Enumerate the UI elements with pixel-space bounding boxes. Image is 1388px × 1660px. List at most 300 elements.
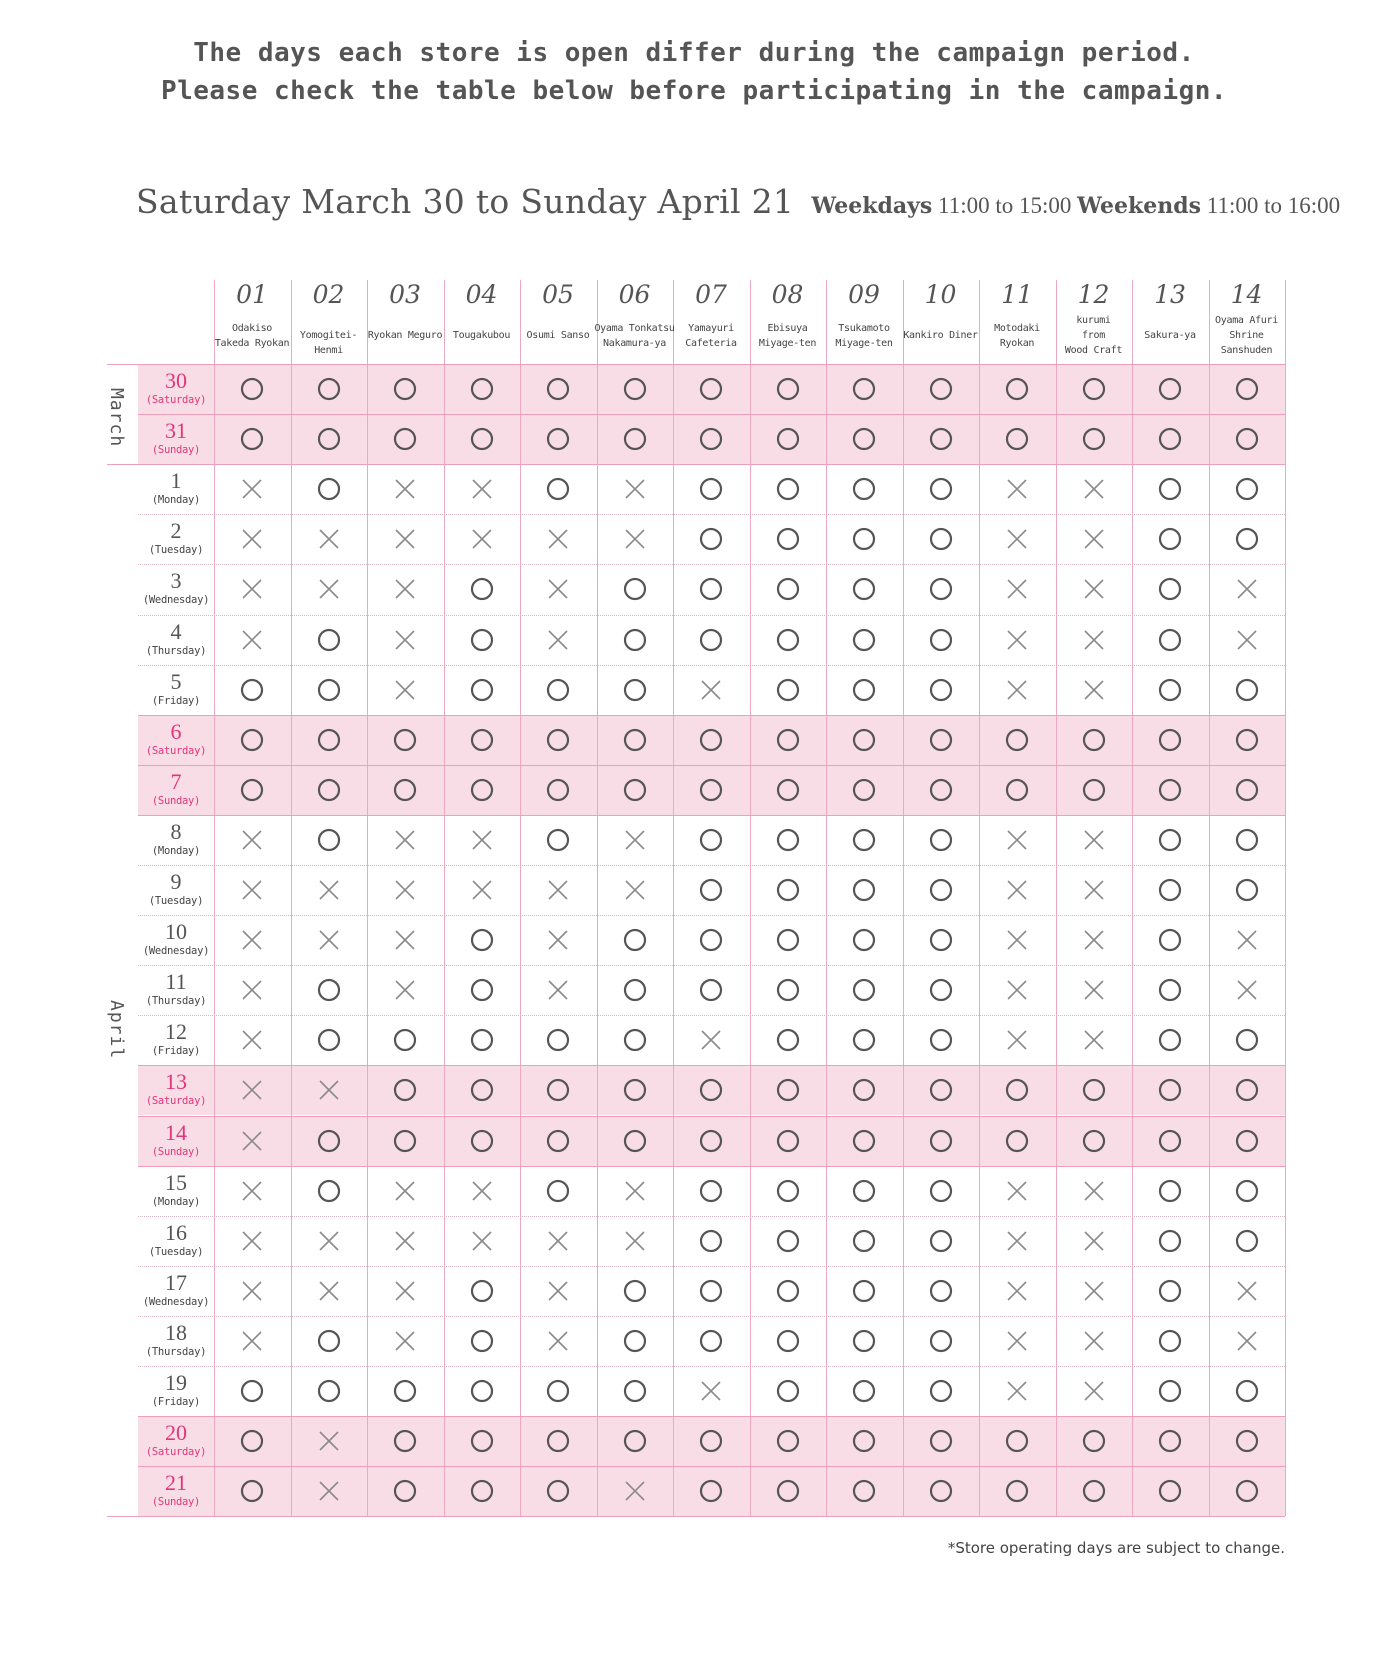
closed-mark-icon xyxy=(317,1479,341,1503)
open-mark-icon xyxy=(776,1129,800,1153)
date-number: 9 xyxy=(170,869,182,894)
date-cell xyxy=(138,1121,214,1159)
open-mark-icon xyxy=(776,1078,800,1102)
open-mark-icon xyxy=(470,678,494,702)
open-mark-icon xyxy=(470,427,494,451)
date-number: 7 xyxy=(170,768,182,794)
open-mark-icon xyxy=(852,778,876,802)
open-mark-icon xyxy=(929,1329,953,1353)
store-name-line: Yamayuri xyxy=(688,322,734,334)
closed-mark-icon xyxy=(546,878,570,902)
open-mark-icon xyxy=(699,427,723,451)
open-mark-icon xyxy=(317,628,341,652)
closed-mark-icon xyxy=(623,1179,647,1203)
open-mark-icon xyxy=(1235,1379,1259,1403)
open-mark-icon xyxy=(1235,527,1259,551)
open-mark-icon xyxy=(393,377,417,401)
closed-mark-icon xyxy=(1235,628,1259,652)
open-mark-icon xyxy=(929,1229,953,1253)
closed-mark-icon xyxy=(317,577,341,601)
store-header xyxy=(367,280,443,341)
weekdays-hours: 11:00 to 15:00 xyxy=(938,193,1072,218)
open-mark-icon xyxy=(240,678,264,702)
store-header xyxy=(673,280,749,349)
open-mark-icon xyxy=(852,1479,876,1503)
open-mark-icon xyxy=(929,628,953,652)
column-divider xyxy=(444,280,445,1516)
closed-mark-icon xyxy=(240,628,264,652)
store-name-line: Ryokan xyxy=(999,337,1035,349)
date-cell xyxy=(138,1371,214,1409)
row-divider xyxy=(107,364,1285,365)
closed-mark-icon xyxy=(623,477,647,501)
row-divider xyxy=(138,915,1285,916)
store-name-line: Yomogitei-Henmi xyxy=(299,330,358,356)
intro-text xyxy=(0,34,1388,110)
open-mark-icon xyxy=(546,1379,570,1403)
store-number: 10 xyxy=(924,280,957,309)
closed-mark-icon xyxy=(393,1279,417,1303)
open-mark-icon xyxy=(929,1028,953,1052)
row-divider xyxy=(138,1266,1285,1267)
row-divider xyxy=(138,414,1285,415)
open-mark-icon xyxy=(776,878,800,902)
date-number: 3 xyxy=(170,568,182,594)
closed-mark-icon xyxy=(240,1129,264,1153)
closed-mark-icon xyxy=(699,678,723,702)
closed-mark-icon xyxy=(240,928,264,952)
store-name-line: Ebisuya xyxy=(767,322,808,334)
open-mark-icon xyxy=(1005,377,1029,401)
open-mark-icon xyxy=(929,828,953,852)
open-mark-icon xyxy=(699,1329,723,1353)
closed-mark-icon xyxy=(1235,577,1259,601)
open-mark-icon xyxy=(1082,427,1106,451)
store-header xyxy=(594,280,675,349)
closed-mark-icon xyxy=(1082,1179,1106,1203)
open-mark-icon xyxy=(470,778,494,802)
open-mark-icon xyxy=(699,1229,723,1253)
open-mark-icon xyxy=(1082,1479,1106,1503)
row-divider xyxy=(138,815,1285,816)
store-name xyxy=(363,328,447,343)
store-name-line: Motodaki xyxy=(994,322,1040,334)
date-number: 31 xyxy=(165,418,187,444)
date-number: 5 xyxy=(170,668,182,694)
store-name xyxy=(516,328,600,343)
open-mark-icon xyxy=(776,778,800,802)
open-mark-icon xyxy=(929,1129,953,1153)
weekdays-label: Weekdays xyxy=(811,193,933,219)
open-mark-icon xyxy=(546,1179,570,1203)
closed-mark-icon xyxy=(393,628,417,652)
open-mark-icon xyxy=(929,377,953,401)
open-mark-icon xyxy=(929,427,953,451)
store-header xyxy=(826,280,902,349)
open-mark-icon xyxy=(699,1279,723,1303)
row-divider xyxy=(138,1316,1285,1317)
column-divider xyxy=(673,280,674,1516)
date-cell xyxy=(138,1471,214,1509)
closed-mark-icon xyxy=(699,1028,723,1052)
open-mark-icon xyxy=(852,1028,876,1052)
row-divider xyxy=(138,1366,1285,1367)
open-mark-icon xyxy=(393,778,417,802)
open-mark-icon xyxy=(1235,1129,1259,1153)
hours-info xyxy=(811,193,1340,218)
open-mark-icon xyxy=(393,728,417,752)
open-mark-icon xyxy=(699,828,723,852)
open-mark-icon xyxy=(1005,427,1029,451)
open-mark-icon xyxy=(1005,1429,1029,1453)
day-of-week: (Monday) xyxy=(151,1195,201,1208)
campaign-period xyxy=(136,182,1340,221)
date-cell xyxy=(138,1070,214,1108)
open-mark-icon xyxy=(393,1379,417,1403)
open-mark-icon xyxy=(623,1129,647,1153)
row-divider xyxy=(138,564,1285,565)
closed-mark-icon xyxy=(623,828,647,852)
day-of-week: (Sunday) xyxy=(151,794,201,807)
open-mark-icon xyxy=(470,978,494,1002)
open-mark-icon xyxy=(1235,878,1259,902)
date-cell xyxy=(138,770,214,808)
date-cell xyxy=(138,1020,214,1058)
open-mark-icon xyxy=(546,778,570,802)
open-mark-icon xyxy=(852,477,876,501)
store-number: 06 xyxy=(618,280,651,309)
closed-mark-icon xyxy=(393,1329,417,1353)
open-mark-icon xyxy=(317,1179,341,1203)
closed-mark-icon xyxy=(1005,628,1029,652)
open-mark-icon xyxy=(699,1479,723,1503)
open-mark-icon xyxy=(470,377,494,401)
open-mark-icon xyxy=(317,377,341,401)
store-name xyxy=(1128,328,1212,343)
open-mark-icon xyxy=(470,928,494,952)
open-mark-icon xyxy=(776,628,800,652)
closed-mark-icon xyxy=(317,1229,341,1253)
closed-mark-icon xyxy=(1082,1329,1106,1353)
open-mark-icon xyxy=(852,1279,876,1303)
open-mark-icon xyxy=(852,728,876,752)
open-mark-icon xyxy=(1158,527,1182,551)
closed-mark-icon xyxy=(1082,878,1106,902)
open-mark-icon xyxy=(776,477,800,501)
day-of-week: (Saturday) xyxy=(145,394,207,406)
open-mark-icon xyxy=(240,1379,264,1403)
date-cell xyxy=(138,1321,214,1359)
store-number: 03 xyxy=(389,280,421,309)
open-mark-icon xyxy=(699,477,723,501)
open-mark-icon xyxy=(470,1279,494,1303)
open-mark-icon xyxy=(1158,878,1182,902)
open-mark-icon xyxy=(776,1279,800,1303)
date-cell xyxy=(138,519,214,557)
open-mark-icon xyxy=(1082,1129,1106,1153)
day-of-week: (Sunday) xyxy=(151,1496,201,1509)
open-mark-icon xyxy=(317,477,341,501)
open-mark-icon xyxy=(623,427,647,451)
open-mark-icon xyxy=(776,828,800,852)
store-header xyxy=(979,280,1055,349)
store-header xyxy=(1056,280,1132,356)
closed-mark-icon xyxy=(470,828,494,852)
closed-mark-icon xyxy=(546,1329,570,1353)
open-mark-icon xyxy=(929,728,953,752)
day-of-week: (Friday) xyxy=(151,694,201,707)
open-mark-icon xyxy=(776,1429,800,1453)
store-name xyxy=(746,321,830,351)
open-mark-icon xyxy=(317,427,341,451)
closed-mark-icon xyxy=(1082,678,1106,702)
closed-mark-icon xyxy=(1005,477,1029,501)
row-divider xyxy=(138,1216,1285,1217)
open-mark-icon xyxy=(1158,1429,1182,1453)
day-of-week: (Thursday) xyxy=(145,995,207,1008)
open-mark-icon xyxy=(929,1078,953,1102)
open-mark-icon xyxy=(470,1479,494,1503)
store-name-line: Osumi Sanso xyxy=(526,330,590,341)
intro-line-2: Please check the table below before participating in the campaign. xyxy=(160,76,1228,106)
open-mark-icon xyxy=(852,1179,876,1203)
open-mark-icon xyxy=(699,978,723,1002)
open-mark-icon xyxy=(1158,1129,1182,1153)
date-number: 6 xyxy=(170,718,182,744)
closed-mark-icon xyxy=(393,1179,417,1203)
open-mark-icon xyxy=(1235,1429,1259,1453)
open-mark-icon xyxy=(623,1429,647,1453)
open-mark-icon xyxy=(699,1179,723,1203)
row-divider xyxy=(138,514,1285,515)
store-name xyxy=(287,328,371,358)
closed-mark-icon xyxy=(393,577,417,601)
closed-mark-icon xyxy=(240,577,264,601)
closed-mark-icon xyxy=(1082,477,1106,501)
store-name xyxy=(1052,313,1136,358)
closed-mark-icon xyxy=(546,1279,570,1303)
row-divider xyxy=(138,765,1285,766)
store-name-line: Miyage-ten xyxy=(835,337,893,349)
closed-mark-icon xyxy=(623,1229,647,1253)
open-mark-icon xyxy=(929,577,953,601)
closed-mark-icon xyxy=(317,1078,341,1102)
closed-mark-icon xyxy=(393,527,417,551)
date-cell xyxy=(138,1421,214,1459)
store-name-line: Nakamura-ya xyxy=(603,337,666,349)
open-mark-icon xyxy=(852,1429,876,1453)
open-mark-icon xyxy=(852,577,876,601)
closed-mark-icon xyxy=(1082,978,1106,1002)
closed-mark-icon xyxy=(470,1179,494,1203)
closed-mark-icon xyxy=(1082,628,1106,652)
open-mark-icon xyxy=(623,1028,647,1052)
weekends-label: Weekends xyxy=(1077,193,1202,219)
open-mark-icon xyxy=(393,1429,417,1453)
store-number: 01 xyxy=(236,280,268,309)
open-mark-icon xyxy=(1158,928,1182,952)
column-divider xyxy=(1209,280,1210,1516)
open-mark-icon xyxy=(1235,377,1259,401)
open-mark-icon xyxy=(852,878,876,902)
store-header xyxy=(1209,280,1285,356)
column-divider xyxy=(750,280,751,1516)
closed-mark-icon xyxy=(240,1329,264,1353)
store-number: 02 xyxy=(312,280,345,309)
closed-mark-icon xyxy=(240,477,264,501)
date-number: 20 xyxy=(165,1420,187,1446)
closed-mark-icon xyxy=(1005,978,1029,1002)
date-number: 13 xyxy=(165,1069,187,1095)
row-divider xyxy=(138,1065,1285,1066)
open-mark-icon xyxy=(1235,1179,1259,1203)
open-mark-icon xyxy=(852,628,876,652)
day-of-week: (Monday) xyxy=(151,844,201,857)
open-mark-icon xyxy=(546,678,570,702)
date-number: 4 xyxy=(170,618,182,644)
row-divider xyxy=(138,715,1285,716)
row-divider xyxy=(138,1466,1285,1467)
open-mark-icon xyxy=(623,728,647,752)
open-mark-icon xyxy=(546,427,570,451)
open-mark-icon xyxy=(699,878,723,902)
store-name-line: Shrine xyxy=(1229,330,1264,341)
open-mark-icon xyxy=(852,527,876,551)
open-mark-icon xyxy=(623,678,647,702)
row-divider xyxy=(138,1015,1285,1016)
open-mark-icon xyxy=(1235,427,1259,451)
closed-mark-icon xyxy=(470,527,494,551)
row-divider xyxy=(138,865,1285,866)
closed-mark-icon xyxy=(546,527,570,551)
open-mark-icon xyxy=(623,1279,647,1303)
store-name-line: Sanshuden xyxy=(1220,345,1273,356)
open-mark-icon xyxy=(1235,728,1259,752)
open-mark-icon xyxy=(317,1129,341,1153)
date-number: 15 xyxy=(165,1169,187,1195)
row-divider xyxy=(138,665,1285,666)
open-mark-icon xyxy=(929,678,953,702)
closed-mark-icon xyxy=(317,1429,341,1453)
closed-mark-icon xyxy=(393,477,417,501)
closed-mark-icon xyxy=(393,1229,417,1253)
open-mark-icon xyxy=(1158,828,1182,852)
closed-mark-icon xyxy=(393,928,417,952)
day-of-week: (Saturday) xyxy=(145,1095,207,1108)
open-mark-icon xyxy=(776,728,800,752)
open-mark-icon xyxy=(699,377,723,401)
open-mark-icon xyxy=(1158,1229,1182,1253)
closed-mark-icon xyxy=(240,1078,264,1102)
store-name xyxy=(593,321,677,351)
date-cell xyxy=(138,720,214,758)
closed-mark-icon xyxy=(1082,1028,1106,1052)
open-mark-icon xyxy=(1158,1179,1182,1203)
closed-mark-icon xyxy=(699,1379,723,1403)
row-divider xyxy=(138,1166,1285,1167)
open-mark-icon xyxy=(1005,778,1029,802)
closed-mark-icon xyxy=(393,978,417,1002)
open-mark-icon xyxy=(317,828,341,852)
open-mark-icon xyxy=(1235,1479,1259,1503)
open-mark-icon xyxy=(1005,728,1029,752)
store-header xyxy=(291,280,367,356)
open-mark-icon xyxy=(929,1429,953,1453)
row-divider xyxy=(138,965,1285,966)
closed-mark-icon xyxy=(1005,878,1029,902)
open-mark-icon xyxy=(699,928,723,952)
open-mark-icon xyxy=(699,1129,723,1153)
open-mark-icon xyxy=(852,1329,876,1353)
date-cell xyxy=(138,419,214,457)
open-mark-icon xyxy=(623,628,647,652)
date-cell xyxy=(138,1271,214,1309)
open-mark-icon xyxy=(623,1379,647,1403)
date-number: 2 xyxy=(170,518,182,544)
date-cell xyxy=(138,620,214,658)
open-mark-icon xyxy=(546,477,570,501)
open-mark-icon xyxy=(470,1379,494,1403)
open-mark-icon xyxy=(699,1429,723,1453)
footnote: *Store operating days are subject to change. xyxy=(947,1539,1285,1557)
closed-mark-icon xyxy=(240,878,264,902)
closed-mark-icon xyxy=(1235,1329,1259,1353)
date-cell xyxy=(138,670,214,708)
open-mark-icon xyxy=(317,1028,341,1052)
column-divider xyxy=(1132,280,1133,1516)
store-name xyxy=(899,328,983,343)
open-mark-icon xyxy=(1235,778,1259,802)
open-mark-icon xyxy=(776,978,800,1002)
day-of-week: (Thursday) xyxy=(145,1345,207,1358)
open-mark-icon xyxy=(699,728,723,752)
date-number: 18 xyxy=(165,1319,187,1345)
column-divider xyxy=(597,280,598,1516)
store-name-line: Takeda Ryokan xyxy=(214,337,290,349)
open-mark-icon xyxy=(929,477,953,501)
open-mark-icon xyxy=(470,1129,494,1153)
open-mark-icon xyxy=(470,1028,494,1052)
store-name xyxy=(975,321,1059,351)
open-mark-icon xyxy=(393,1028,417,1052)
open-mark-icon xyxy=(470,577,494,601)
open-mark-icon xyxy=(470,1329,494,1353)
store-name-line: Ryokan Meguro xyxy=(367,330,443,341)
open-mark-icon xyxy=(929,1379,953,1403)
store-number: 08 xyxy=(771,280,804,309)
closed-mark-icon xyxy=(546,628,570,652)
store-name-line: from xyxy=(1082,330,1105,341)
store-name-line: Miyage-ten xyxy=(758,337,817,349)
open-mark-icon xyxy=(1082,377,1106,401)
open-mark-icon xyxy=(852,1379,876,1403)
closed-mark-icon xyxy=(623,527,647,551)
closed-mark-icon xyxy=(240,1229,264,1253)
store-name-line: Odakiso xyxy=(231,322,273,334)
store-name xyxy=(440,328,524,343)
store-header xyxy=(214,280,290,349)
day-of-week: (Tuesday) xyxy=(148,895,204,907)
open-mark-icon xyxy=(546,828,570,852)
closed-mark-icon xyxy=(1005,1379,1029,1403)
closed-mark-icon xyxy=(317,527,341,551)
open-mark-icon xyxy=(929,1279,953,1303)
open-mark-icon xyxy=(240,1429,264,1453)
open-mark-icon xyxy=(699,1078,723,1102)
open-mark-icon xyxy=(929,527,953,551)
store-number: 05 xyxy=(542,280,574,309)
open-mark-icon xyxy=(1082,1078,1106,1102)
